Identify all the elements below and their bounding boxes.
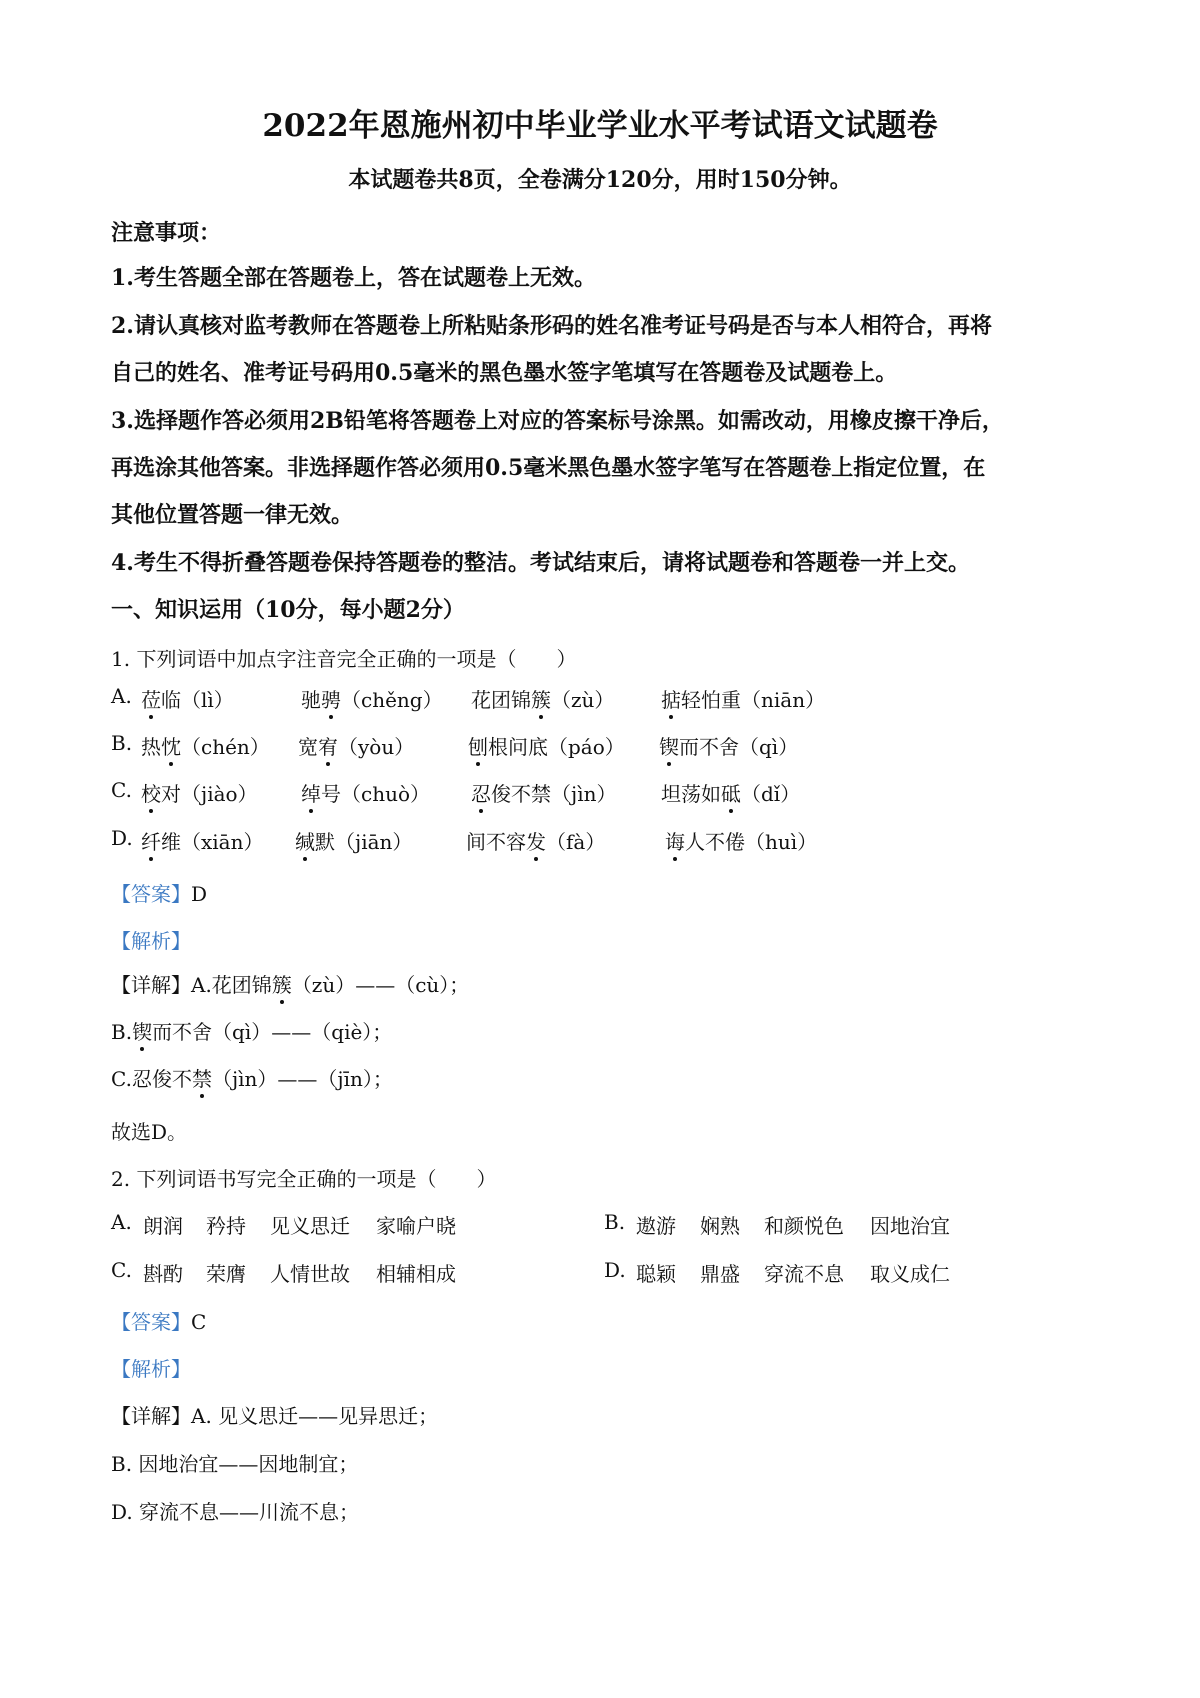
section-heading: 一、知识运用（10分，每小题2分） xyxy=(111,597,465,623)
option-word: 花团锦簇（zù） xyxy=(471,684,614,713)
question-1-stem: 1. 下列词语中加点字注音完全正确的一项是（ ） xyxy=(111,647,577,671)
option-word: 驰骋（chěng） xyxy=(301,684,443,713)
page-title: 2022年恩施州初中毕业学业水平考试语文试题卷 xyxy=(262,108,938,144)
option-word: 斟酌 xyxy=(143,1262,183,1286)
notice-heading: 注意事项： xyxy=(111,220,222,246)
answer-line: 【答案】D xyxy=(111,882,208,906)
option-word: 家喻户晓 xyxy=(376,1214,456,1238)
option-word: 取义成仁 xyxy=(870,1262,950,1286)
option-letter: B. xyxy=(604,1210,626,1234)
detail-line: D. 穿流不息——川流不息； xyxy=(111,1500,360,1524)
option-word: 刨根问底（páo） xyxy=(468,731,625,760)
option-word: 缄默（jiān） xyxy=(295,826,412,855)
notice-item: 再选涂其他答案。非选择题作答必须用0.5毫米黑色墨水签字笔写在答题卷上指定位置，在 xyxy=(111,455,986,481)
notice-item: 自己的姓名、准考证号码用0.5毫米的黑色墨水签字笔填写在答题卷及试题卷上。 xyxy=(111,360,898,386)
option-word: 和颜悦色 xyxy=(764,1214,844,1238)
option-letter: C. xyxy=(111,778,132,802)
option-word: 见义思迁 xyxy=(270,1214,350,1238)
option-word: 纤维（xiān） xyxy=(141,826,263,855)
detail-line: 【详解】A. 见义思迁——见异思迁； xyxy=(111,1404,439,1428)
conclusion-line: 故选D。 xyxy=(111,1120,188,1144)
option-word: 鼎盛 xyxy=(700,1262,740,1286)
notice-item: 3.选择题作答必须用2B铅笔将答题卷上对应的答案标号涂黑。如需改动，用橡皮擦干净后， xyxy=(111,408,1004,434)
option-word: 穿流不息 xyxy=(764,1262,844,1286)
option-word: 绰号（chuò） xyxy=(301,778,430,807)
notice-item: 其他位置答题一律无效。 xyxy=(111,502,354,528)
option-word: 锲而不舍（qì） xyxy=(659,731,798,760)
option-word: 诲人不倦（huì） xyxy=(665,826,817,855)
option-word: 间不容发（fà） xyxy=(466,826,605,855)
option-word: 热忱（chén） xyxy=(141,731,270,760)
option-letter: B. xyxy=(111,731,133,755)
page-subtitle: 本试题卷共8页，全卷满分120分，用时150分钟。 xyxy=(348,167,852,193)
option-letter: C. xyxy=(111,1258,132,1282)
option-word: 朗润 xyxy=(143,1214,183,1238)
option-word: 矜持 xyxy=(206,1214,246,1238)
analysis-label: 【解析】 xyxy=(111,1357,191,1381)
option-word: 宽宥（yòu） xyxy=(298,731,414,760)
option-word: 坦荡如砥（dǐ） xyxy=(661,778,800,807)
notice-item: 2.请认真核对监考教师在答题卷上所粘贴条形码的姓名准考证号码是否与本人相符合，再将 xyxy=(111,313,992,339)
detail-line: B.锲而不舍（qì）——（qiè）； xyxy=(111,1016,392,1045)
option-letter: D. xyxy=(604,1258,626,1282)
notice-item: 1.考生答题全部在答题卷上，答在试题卷上无效。 xyxy=(111,265,596,291)
option-word: 聪颖 xyxy=(636,1262,676,1286)
analysis-label: 【解析】 xyxy=(111,929,191,953)
option-word: 相辅相成 xyxy=(376,1262,456,1286)
option-word: 掂轻怕重（niān） xyxy=(661,684,825,713)
detail-line: 【详解】A.花团锦簇（zù）——（cù）； xyxy=(111,969,469,998)
option-word: 因地治宜 xyxy=(870,1214,950,1238)
option-word: 遨游 xyxy=(636,1214,676,1238)
detail-line: C.忍俊不禁（jìn）——（jīn）； xyxy=(111,1063,393,1092)
answer-line: 【答案】C xyxy=(111,1310,207,1334)
option-letter: D. xyxy=(111,826,133,850)
option-letter: A. xyxy=(111,684,132,708)
option-word: 人情世故 xyxy=(270,1262,350,1286)
option-word: 荣膺 xyxy=(206,1262,246,1286)
option-word: 莅临（lì） xyxy=(141,684,234,713)
question-2-stem: 2. 下列词语书写完全正确的一项是（ ） xyxy=(111,1167,497,1191)
option-word: 忍俊不禁（jìn） xyxy=(471,778,616,807)
detail-line: B. 因地治宜——因地制宜； xyxy=(111,1452,359,1476)
option-word: 校对（jiào） xyxy=(141,778,258,807)
notice-item: 4.考生不得折叠答题卷保持答题卷的整洁。考试结束后，请将试题卷和答题卷一并上交。 xyxy=(111,550,970,576)
option-word: 娴熟 xyxy=(700,1214,740,1238)
option-letter: A. xyxy=(111,1210,132,1234)
